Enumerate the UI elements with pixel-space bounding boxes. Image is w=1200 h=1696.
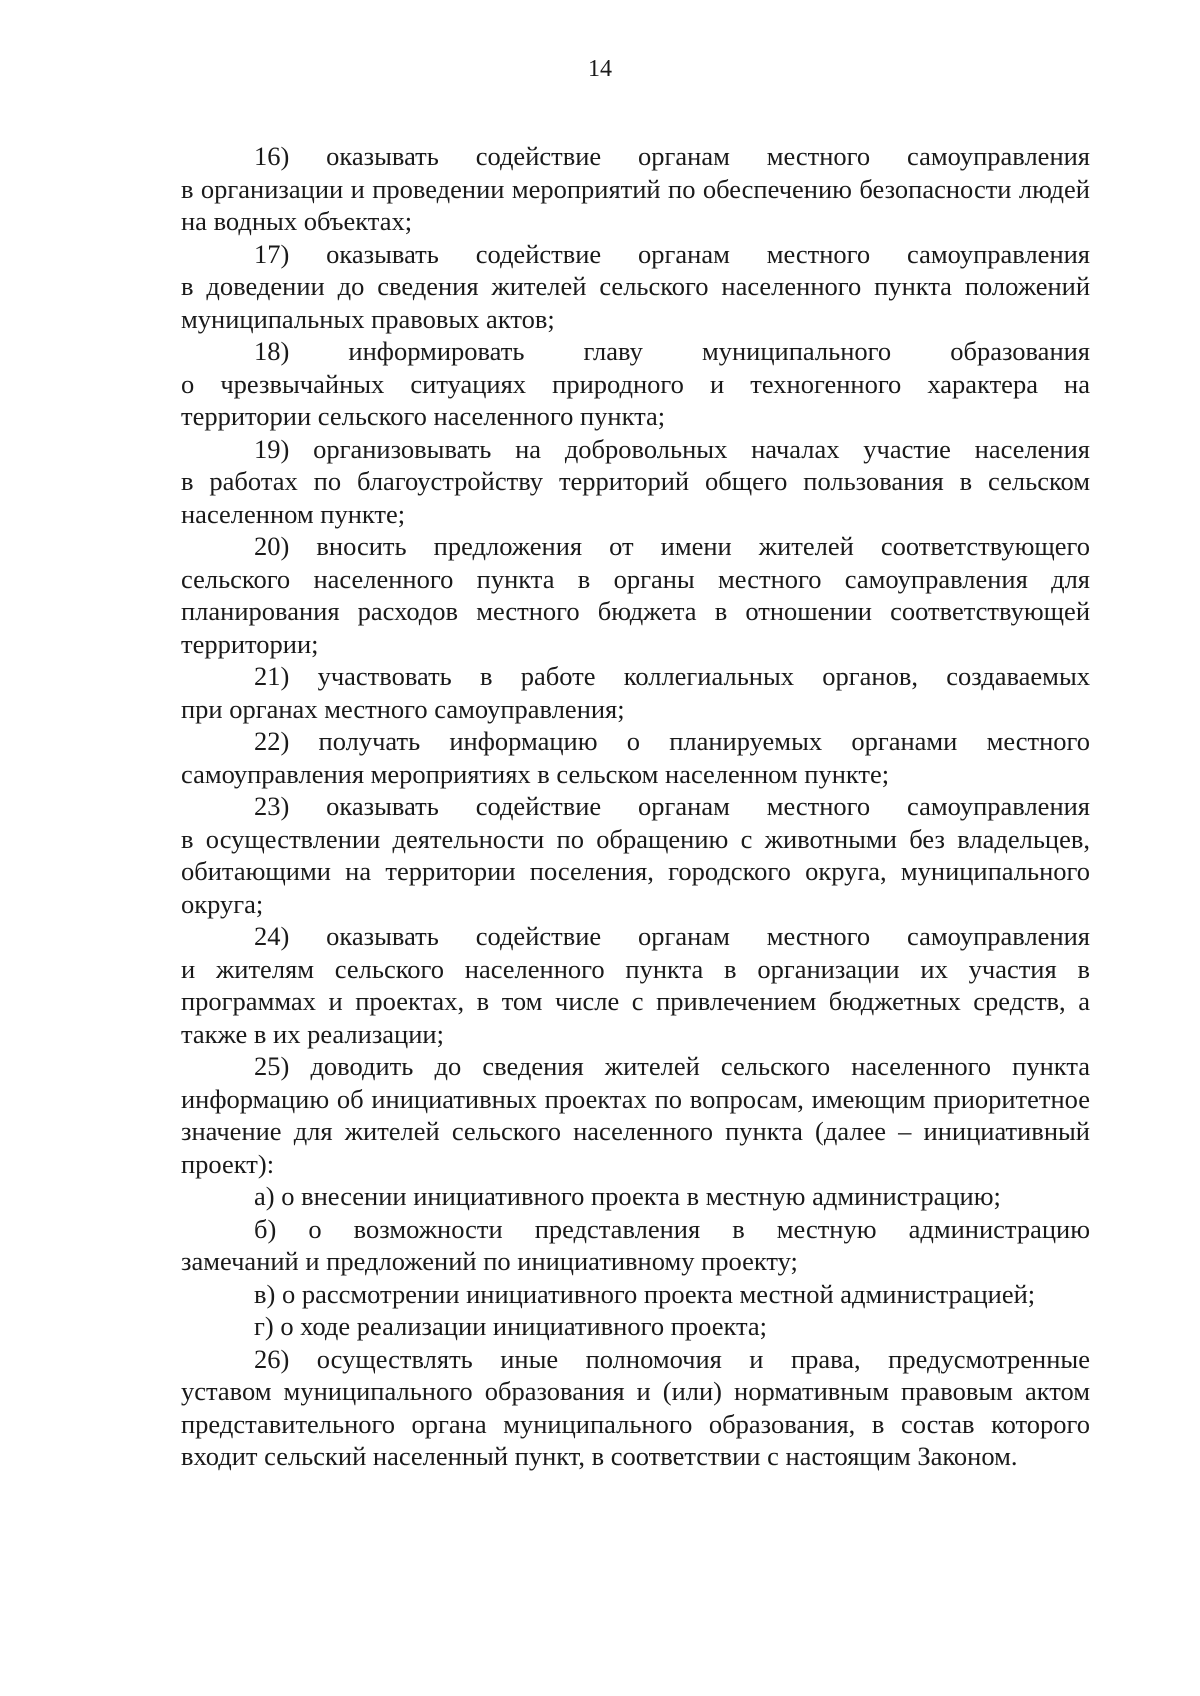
list-item-18-first-line: 18) информировать главу муниципального образования xyxy=(254,336,1090,366)
list-item-16 xyxy=(181,140,1090,238)
list-item-20-text: сельского населенного пункта в органы местного самоуправления для планирования расходов местного бюджета в отношении соответствующей территории; xyxy=(181,563,1090,659)
document-body xyxy=(181,140,1090,1473)
list-item-26 xyxy=(181,1343,1090,1473)
list-item-23-text: в осуществлении деятельности по обращению с животными без владельцев, обитающими на территории поселения, городского округа, муниципального округа; xyxy=(181,823,1090,919)
list-item-17-first-line: 17) оказывать содействие органам местного самоуправления xyxy=(254,238,1090,269)
list-item-26-first-line: 26) осуществлять иные полномочия и права, предусмотренные xyxy=(254,1343,1090,1374)
list-item-16-text: в организации и проведении мероприятий по обеспечению безопасности людей на водных объектах; xyxy=(181,173,1090,236)
list-item-24 xyxy=(181,920,1090,1050)
list-item-25-first-line: 25) доводить до сведения жителей сельского населенного пункта xyxy=(254,1051,1090,1081)
subitem-c: в) о рассмотрении инициативного проекта местной администрацией; xyxy=(254,1278,1036,1309)
list-item-24-text: и жителям сельского населенного пункта в организации их участия в программах и проектах, в том числе с привлечением бюджетных средств, а также в их реализации; xyxy=(181,953,1090,1049)
subitem-a: а) о внесении инициативного проекта в местную администрацию; xyxy=(254,1181,1001,1211)
subitem-b xyxy=(181,1213,1090,1278)
list-item-21-text: при органах местного самоуправления; xyxy=(181,693,625,724)
list-item-26-text: уставом муниципального образования и (или) нормативным правовым актом представительного органа муниципального образования, в состав которого входит сельский населенный пункт, в соответствии с настоящим Законом. xyxy=(181,1376,1090,1471)
list-item-23 xyxy=(181,790,1090,920)
list-item-19-first-line: 19) организовывать на добровольных началах участие населения xyxy=(254,433,1090,464)
list-item-23-first-line: 23) оказывать содействие органам местного самоуправления xyxy=(254,791,1090,821)
list-item-22-first-line: 22) получать информацию о планируемых органами местного xyxy=(254,726,1090,756)
subitem-b-first-line: б) о возможности представления в местную администрацию xyxy=(254,1213,1090,1244)
list-item-22-text: самоуправления мероприятиях в сельском населенном пункте; xyxy=(181,758,890,789)
list-item-20-first-line: 20) вносить предложения от имени жителей соответствующего xyxy=(254,531,1090,561)
list-item-19-text: в работах по благоустройству территорий общего пользования в сельском населенном пункте; xyxy=(181,466,1090,529)
list-item-16-first-line: 16) оказывать содействие органам местного самоуправления xyxy=(254,141,1090,171)
list-item-17 xyxy=(181,238,1090,336)
page-number: 14 xyxy=(588,56,612,82)
subitem-b-text: замечаний и предложений по инициативному проекту; xyxy=(181,1246,798,1276)
list-item-17-text: в доведении до сведения жителей сельского населенного пункта положений муниципальных правовых актов; xyxy=(181,271,1090,334)
list-item-25-text: информацию об инициативных проектах по вопросам, имеющим приоритетное значение для жителей сельского населенного пункта (далее – инициативный проект): xyxy=(181,1083,1090,1179)
list-item-22 xyxy=(181,725,1090,790)
list-item-19 xyxy=(181,433,1090,531)
list-item-18-text: о чрезвычайных ситуациях природного и техногенного характера на территории сельского населенного пункта; xyxy=(181,368,1090,431)
subitem-d: г) о ходе реализации инициативного проекта; xyxy=(254,1311,768,1341)
list-item-24-first-line: 24) оказывать содействие органам местного самоуправления xyxy=(254,921,1090,951)
list-item-18 xyxy=(181,335,1090,433)
list-item-20 xyxy=(181,530,1090,660)
list-item-21 xyxy=(181,660,1090,725)
list-item-25 xyxy=(181,1050,1090,1180)
list-item-21-first-line: 21) участвовать в работе коллегиальных органов, создаваемых xyxy=(254,661,1090,691)
